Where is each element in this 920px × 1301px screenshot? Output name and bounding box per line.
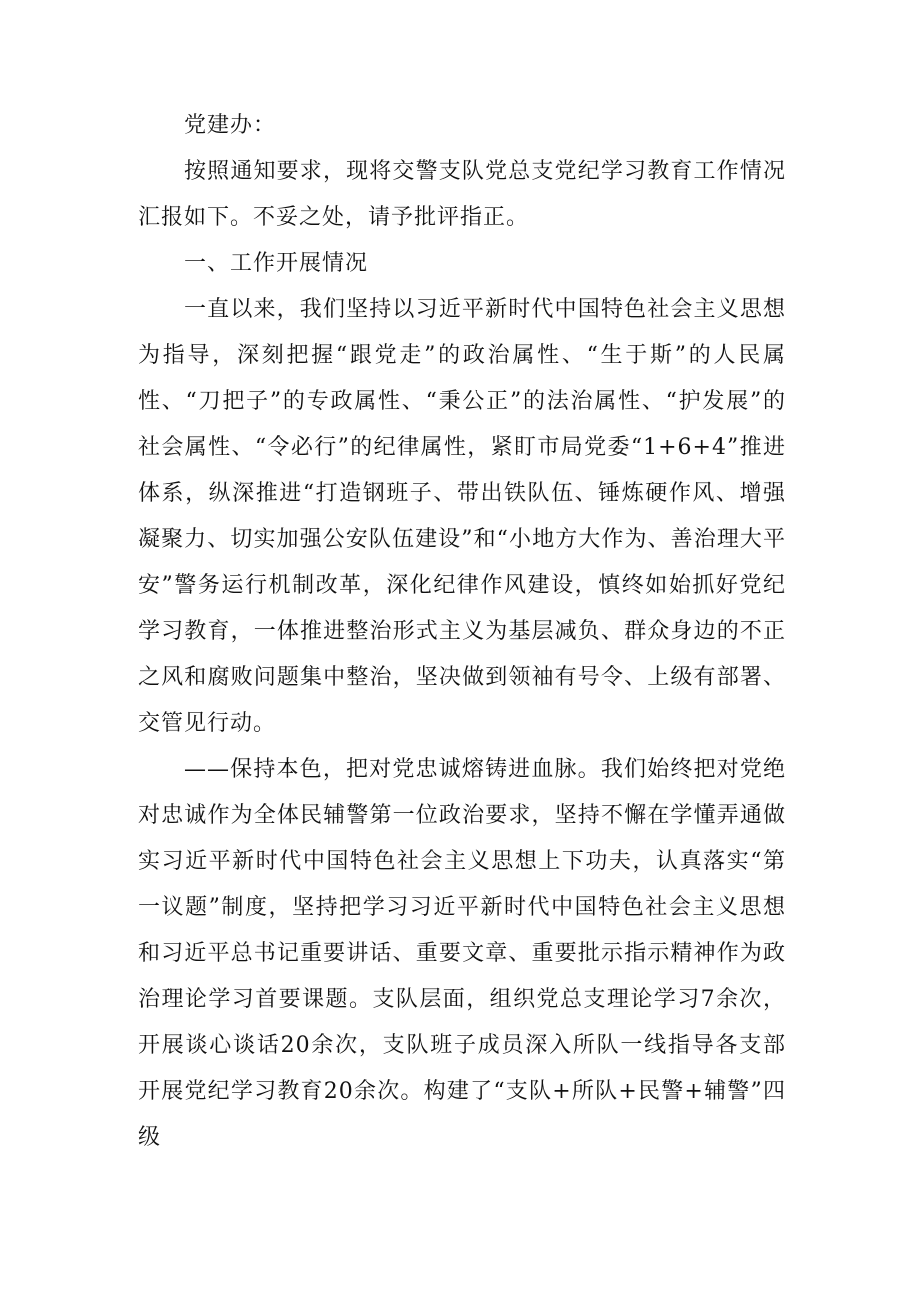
body-paragraph-2: ——保持本色，把对党忠诚熔铸进血脉。我们始终把对党绝对忠诚作为全体民辅警第一位政治要求，坚持不懈在学懂弄通做实习近平新时代中国特色社会主义思想上下功夫，认真落实“第一议题”制度，坚持把学习习近平新时代中国特色社会主义思想和习近平总书记重要讲话、重要文章、重要批示指示精神作为政治理论学习首要课题。支队层面，组织党总支理论学习7余次，开展谈心谈话20余次，支队班子成员深入所队一线指导各支部开展党纪学习教育20余次。构建了“支队+所队+民警+辅警”四级 — [138, 757, 786, 1150]
document-body — [138, 103, 786, 1161]
salutation: 党建办： — [184, 113, 277, 138]
body-paragraph-1: 一直以来，我们坚持以习近平新时代中国特色社会主义思想为指导，深刻把握“跟党走”的政治属性、“生于斯”的人民属性、“刀把子”的专政属性、“秉公正”的法治属性、“护发展”的社会属性、“令必行”的纪律属性，紧盯市局党委“1+6+4”推进体系，纵深推进“打造钢班子、带出铁队伍、锤炼硬作风、增强凝聚力、切实加强公安队伍建设”和“小地方大作为、善治理大平安”警务运行机制改革，深化纪律作风建设，慎终如始抓好党纪学习教育，一体推进整治形式主义为基层减负、群众身边的不正之风和腐败问题集中整治，坚决做到领袖有号令、上级有部署、交管见行动。 — [138, 297, 786, 736]
intro-paragraph: 按照通知要求，现将交警支队党总支党纪学习教育工作情况汇报如下。不妥之处，请予批评指正。 — [138, 159, 786, 230]
section-heading: 一、工作开展情况 — [184, 251, 369, 276]
